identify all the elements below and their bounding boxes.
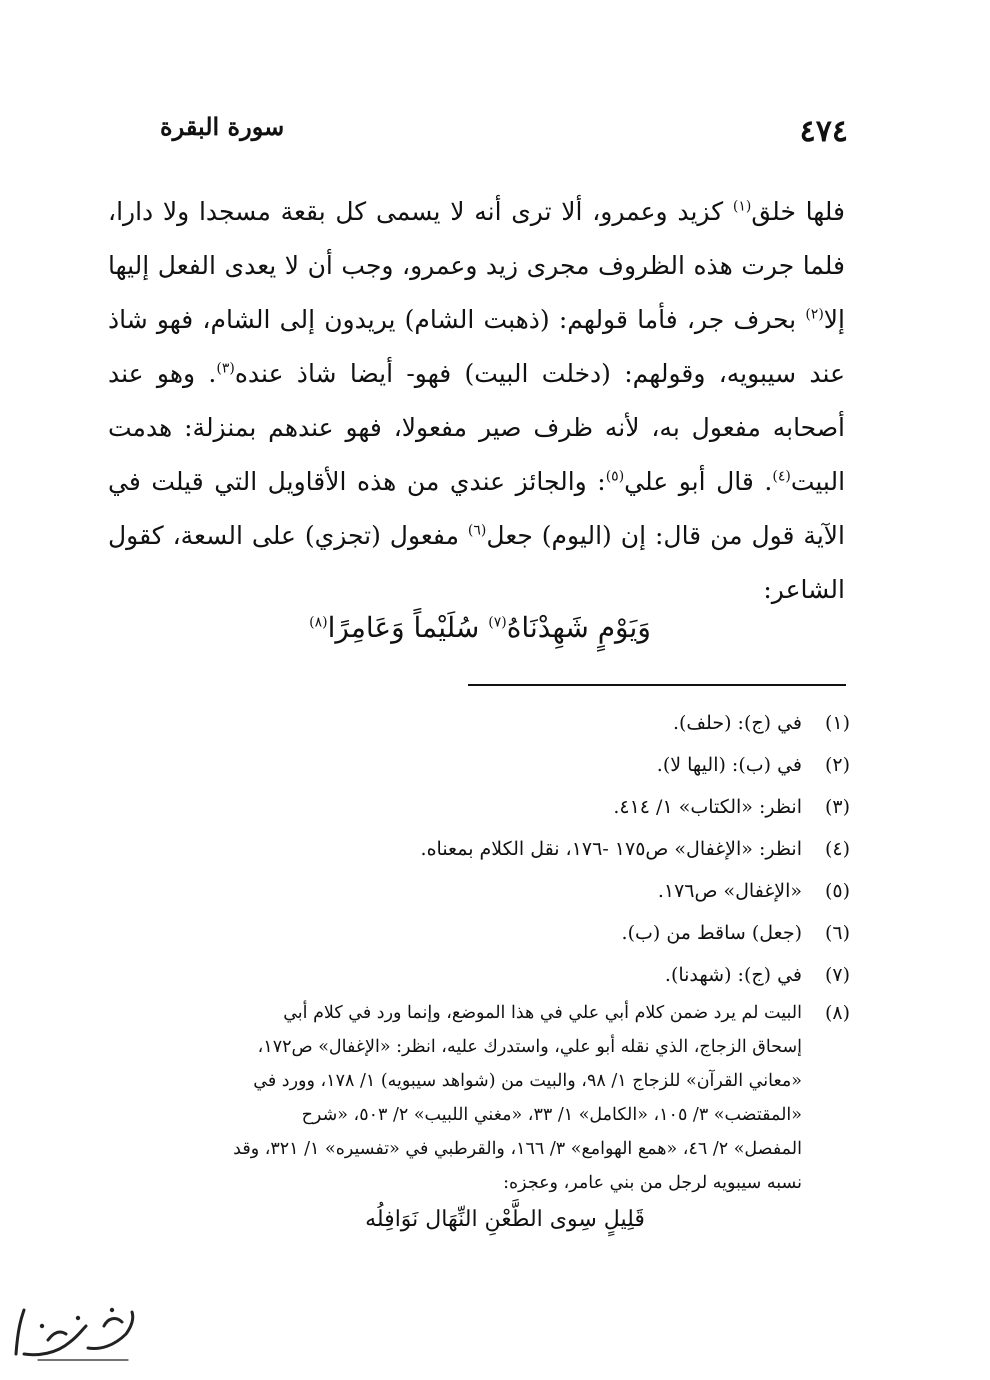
footnote-1 [108,702,850,744]
footnotes [108,702,850,1240]
footnote-4 [108,828,850,870]
footnote-number: (٨) [824,1002,850,1024]
footnote-text: «المقتضب» ٣/ ١٠٥، «الكامل» ١/ ٣٣، «مغني اللبيب» ٢/ ٥٠٣، «شرح [301,1105,802,1125]
footnote-number: (٢) [824,754,850,776]
footnote-text: إسحاق الزجاج، الذي نقله أبو علي، واستدرك عليه، انظر: «الإغفال» ص١٧٢، [257,1037,802,1057]
footnote-text: في (ج): (شهدنا). [664,964,802,986]
footnote-number: (١) [824,712,850,734]
footnote-number: (٦) [824,922,850,944]
text-line: البيت$^{(٤)}$. قال أبو علي$^{(٥)}$: والجائز عندي من هذه الأقاويل التي قيلت في [108,467,846,496]
footnote-text: «الإغفال» ص١٧٦. [657,880,802,902]
footnote-ref: (٥) [605,468,625,485]
footnote-text: في (ب): (اليها لا). [656,754,802,776]
footnote-number: (٣) [824,796,850,818]
footnote-text: انظر: «الكتاب» ١/ ٤١٤. [613,796,802,818]
footnote-verse: قَلِيلٍ سِوى الطَّعْنِ النِّهَال نَوَافِلُه [365,1207,645,1232]
main-text [108,185,845,617]
footnote-ref: (٢) [805,306,824,323]
footnote-2 [108,744,850,786]
footnote-text: البيت لم يرد ضمن كلام أبي علي في هذا الموضع، وإنما ورد في كلام أبي [283,1003,802,1023]
footnote-3 [108,786,850,828]
footnote-separator [468,684,846,686]
footnote-8 [108,996,850,1240]
footnote-text: (جعل) ساقط من (ب). [621,922,802,944]
footnote-text: نسبه سيبويه لرجل من بني عامر، وعجزه: [503,1173,802,1193]
footnote-number: (٧) [824,964,850,986]
text-line: الشاعر: [763,575,845,604]
footnote-ref: (٦) [467,522,487,539]
footnote-5 [108,870,850,912]
text-line: أصحابه مفعول به، لأنه ظرف صير مفعولا، فهو عندهم بمنزلة: هدمت [108,413,845,442]
footnote-text: «معاني القرآن» للزجاج ١/ ٩٨، والبيت من (شواهد سيبويه) ١/ ١٧٨، وورد في [253,1071,802,1091]
footnote-text: المفصل» ٢/ ٤٦، «همع الهوامع» ٣/ ١٦٦، والقرطبي في «تفسيره» ١/ ٣٢١، وقد [233,1139,802,1159]
running-title: سورة البقرة [160,112,285,141]
footnote-ref: (٧) [488,614,507,631]
footnote-6 [108,912,850,954]
footnote-number: (٤) [824,838,850,860]
footnote-ref: (١) [732,198,752,215]
text-line: عند سيبويه، وقولهم: (دخلت البيت) فهو- أيضا شاذ عنده$^{(٣)}$. وهو عند [108,359,845,388]
poetry-verse: وَيَوْمٍ شَهِدْنَاهُ$^{(٧)}$ سُلَيْماً وَعَامِرًا$^{(٨)}$ [309,611,651,644]
text-line: الآية قول من قال: إن (اليوم) جعل$^{(٦)}$ مفعول (تجزي) على السعة، كقول [108,521,845,550]
page-header [118,108,872,158]
footnote-ref: (٣) [216,360,235,377]
text-line: فلها خلق$^{(١)}$ كزيد وعمرو، ألا ترى أنه لا يسمى كل بقعة مسجدا ولا دارا، [108,197,845,226]
footnote-7 [108,954,850,996]
text-line: إلا$^{(٢)}$ بحرف جر، فأما قولهم: (ذهبت الشام) يريدون إلى الشام، فهو شاذ [108,305,845,334]
publisher-logo [8,1296,142,1368]
footnote-ref: (٨) [309,614,328,631]
footnote-text: في (ج): (حلف). [672,712,802,734]
footnote-number: (٥) [824,880,850,902]
text-line: فلما جرت هذه الظروف مجرى زيد وعمرو، وجب أن لا يعدى الفعل إليها [108,251,845,280]
footnote-ref: (٤) [772,468,791,485]
page-number: ٤٧٤ [799,114,848,149]
footnote-text: انظر: «الإغفال» ص١٧٥ -١٧٦، نقل الكلام بمعناه. [420,838,802,860]
